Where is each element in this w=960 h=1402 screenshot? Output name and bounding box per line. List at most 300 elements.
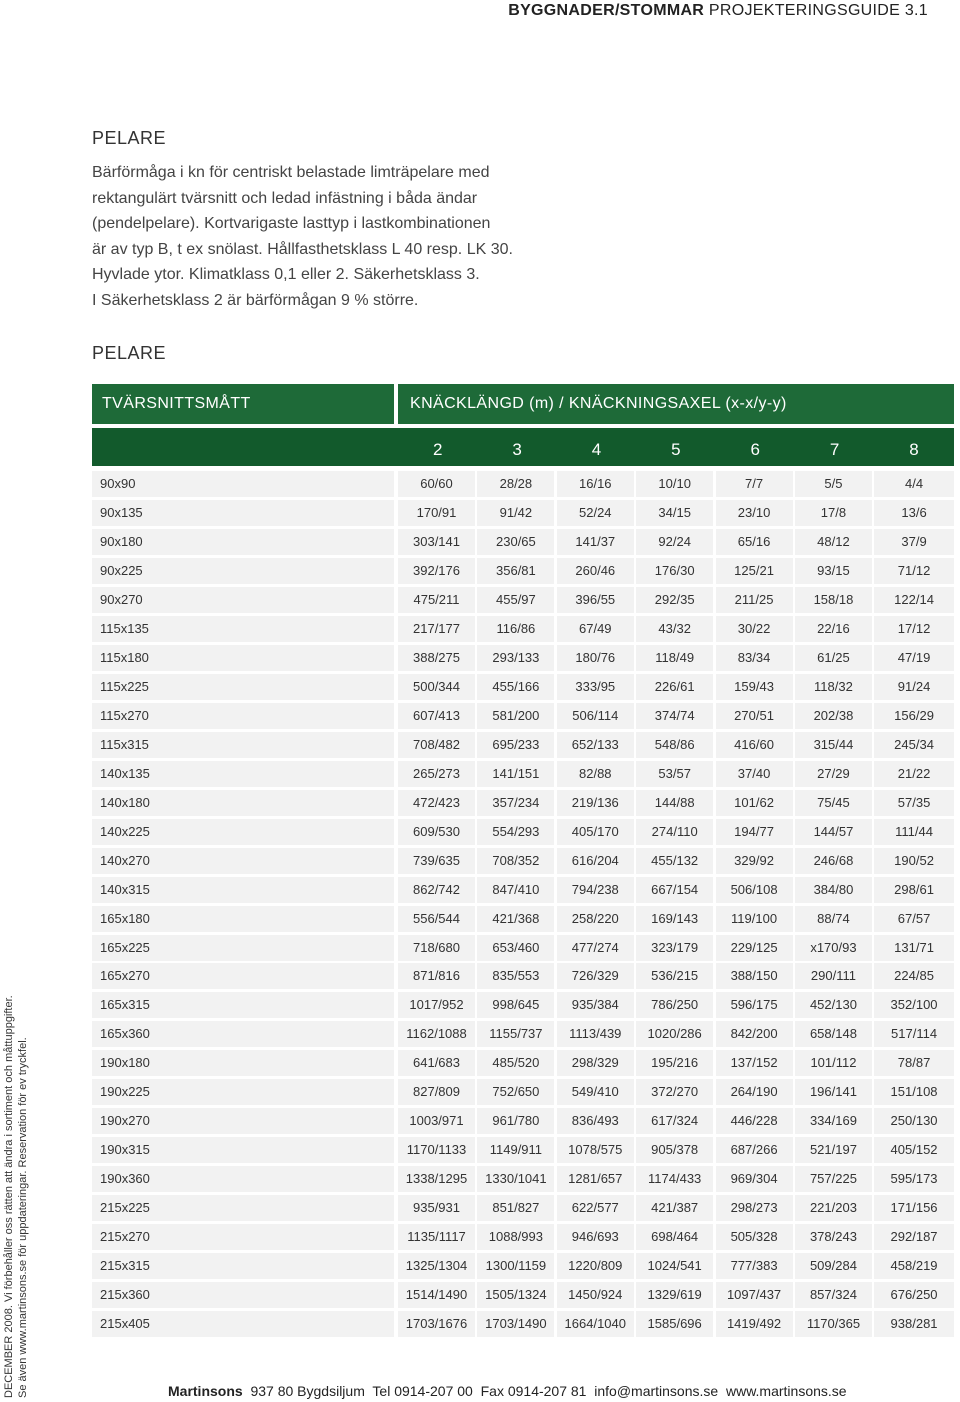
sidebar-note-line1: DECEMBER 2008. Vi förbehåller oss rätten att ändra i sortiment och måttuppgifter. bbox=[3, 995, 15, 1398]
capacity-cell: 658/148 bbox=[795, 1021, 872, 1047]
capacity-cell: 16/16 bbox=[557, 471, 634, 497]
capacity-cell: 329/92 bbox=[716, 848, 793, 874]
capacity-cell: 1135/1117 bbox=[398, 1224, 475, 1250]
capacity-cell: 13/6 bbox=[874, 500, 953, 526]
table-row bbox=[92, 848, 954, 874]
table-row bbox=[92, 761, 954, 787]
capacity-cell: 17/8 bbox=[795, 500, 872, 526]
page-header bbox=[508, 2, 928, 20]
capacity-cell: 1155/737 bbox=[477, 1021, 554, 1047]
capacity-cell: 458/219 bbox=[874, 1253, 953, 1279]
capacity-cell: 374/74 bbox=[636, 703, 713, 729]
table-row bbox=[92, 471, 954, 497]
intro-line: är av typ B, t ex snölast. Hållfasthetsklass L 40 resp. LK 30. bbox=[92, 240, 513, 258]
capacity-cell: 22/16 bbox=[795, 616, 872, 642]
cross-section-cell: 215x405 bbox=[92, 1311, 394, 1337]
capacity-cell: 292/187 bbox=[874, 1224, 953, 1250]
capacity-cell: 708/482 bbox=[398, 732, 475, 758]
capacity-cell: 641/683 bbox=[398, 1050, 475, 1076]
capacity-cell: 485/520 bbox=[477, 1050, 554, 1076]
capacity-cell: 34/15 bbox=[636, 500, 713, 526]
capacity-cell: 581/200 bbox=[477, 703, 554, 729]
capacity-cell: 60/60 bbox=[398, 471, 475, 497]
table-row bbox=[92, 732, 954, 758]
capacity-cell: 687/266 bbox=[716, 1137, 793, 1163]
capacity-cell: 517/114 bbox=[874, 1021, 953, 1047]
intro-line: (pendelpelare). Kortvarigaste lasttyp i lastkombinationen bbox=[92, 215, 491, 233]
capacity-cell: 144/57 bbox=[795, 819, 872, 845]
capacity-cell: 159/43 bbox=[716, 674, 793, 700]
capacity-cell: 274/110 bbox=[636, 819, 713, 845]
capacity-cell: 786/250 bbox=[636, 992, 713, 1018]
capacity-cell: 622/577 bbox=[557, 1195, 634, 1221]
capacity-cell: 1585/696 bbox=[636, 1311, 713, 1337]
capacity-cell: 446/228 bbox=[716, 1108, 793, 1134]
capacity-cell: 905/378 bbox=[636, 1137, 713, 1163]
table-title: PELARE bbox=[92, 343, 167, 363]
cross-section-cell: 140x180 bbox=[92, 790, 394, 816]
capacity-cell: 1505/1324 bbox=[477, 1282, 554, 1308]
table-row bbox=[92, 906, 954, 932]
capacity-cell: 455/97 bbox=[477, 587, 554, 613]
capacity-cell: 250/130 bbox=[874, 1108, 953, 1134]
cross-section-cell: 115x135 bbox=[92, 616, 394, 642]
capacity-cell: 595/173 bbox=[874, 1166, 953, 1192]
capacity-cell: 1419/492 bbox=[716, 1311, 793, 1337]
capacity-cell: 37/40 bbox=[716, 761, 793, 787]
header-guide: PROJEKTERINGSGUIDE 3.1 bbox=[708, 2, 928, 19]
capacity-cell: 352/100 bbox=[874, 992, 953, 1018]
capacity-cell: 452/130 bbox=[795, 992, 872, 1018]
capacity-cell: 1017/952 bbox=[398, 992, 475, 1018]
capacity-cell: 505/328 bbox=[716, 1224, 793, 1250]
capacity-cell: 43/32 bbox=[636, 616, 713, 642]
cross-section-cell: 90x225 bbox=[92, 558, 394, 584]
capacity-cell: 708/352 bbox=[477, 848, 554, 874]
header-category: BYGGNADER/STOMMAR bbox=[508, 2, 705, 19]
capacity-cell: 260/46 bbox=[557, 558, 634, 584]
capacity-cell: x170/93 bbox=[795, 935, 872, 961]
table-row bbox=[92, 558, 954, 584]
table-row bbox=[92, 992, 954, 1018]
cross-section-cell: 165x315 bbox=[92, 992, 394, 1018]
capacity-cell: 298/61 bbox=[874, 877, 953, 903]
capacity-cell: 777/383 bbox=[716, 1253, 793, 1279]
intro-line: I Säkerhetsklass 2 är bärförmågan 9 % större. bbox=[92, 291, 419, 309]
capacity-cell: 847/410 bbox=[477, 877, 554, 903]
footer-tel: Tel 0914-207 00 bbox=[372, 1383, 473, 1399]
capacity-cell: 405/170 bbox=[557, 819, 634, 845]
capacity-cell: 111/44 bbox=[874, 819, 953, 845]
table-row bbox=[92, 587, 954, 613]
cross-section-cell: 115x180 bbox=[92, 645, 394, 671]
capacity-cell: 1024/541 bbox=[636, 1253, 713, 1279]
capacity-cell: 1338/1295 bbox=[398, 1166, 475, 1192]
capacity-cell: 5/5 bbox=[795, 471, 872, 497]
capacity-cell: 726/329 bbox=[557, 963, 634, 989]
capacity-cell: 23/10 bbox=[716, 500, 793, 526]
capacity-cell: 396/55 bbox=[557, 587, 634, 613]
cross-section-cell: 165x360 bbox=[92, 1021, 394, 1047]
capacity-cell: 607/413 bbox=[398, 703, 475, 729]
capacity-cell: 549/410 bbox=[557, 1079, 634, 1105]
capacity-cell: 315/44 bbox=[795, 732, 872, 758]
capacity-cell: 616/204 bbox=[557, 848, 634, 874]
capacity-cell: 794/238 bbox=[557, 877, 634, 903]
intro-line: rektangulärt tvärsnitt och ledad infästning i båda ändar bbox=[92, 189, 478, 207]
capacity-cell: 827/809 bbox=[398, 1079, 475, 1105]
capacity-cell: 57/35 bbox=[874, 790, 953, 816]
capacity-cell: 405/152 bbox=[874, 1137, 953, 1163]
buckling-length-header-row bbox=[92, 428, 954, 466]
capacity-cell: 421/387 bbox=[636, 1195, 713, 1221]
capacity-cell: 472/423 bbox=[398, 790, 475, 816]
capacity-cell: 961/780 bbox=[477, 1108, 554, 1134]
capacity-cell: 190/52 bbox=[874, 848, 953, 874]
capacity-cell: 536/215 bbox=[636, 963, 713, 989]
capacity-cell: 298/329 bbox=[557, 1050, 634, 1076]
capacity-cell: 101/112 bbox=[795, 1050, 872, 1076]
length-header: 8 bbox=[909, 440, 919, 459]
capacity-cell: 144/88 bbox=[636, 790, 713, 816]
capacity-cell: 333/95 bbox=[557, 674, 634, 700]
capacity-cell: 998/645 bbox=[477, 992, 554, 1018]
capacity-cell: 617/324 bbox=[636, 1108, 713, 1134]
capacity-cell: 224/85 bbox=[874, 963, 953, 989]
footer-email[interactable]: info@martinsons.se bbox=[594, 1383, 719, 1399]
capacity-cell: 93/15 bbox=[795, 558, 872, 584]
capacity-cell: 357/234 bbox=[477, 790, 554, 816]
capacity-cell: 857/324 bbox=[795, 1282, 872, 1308]
capacity-cell: 938/281 bbox=[874, 1311, 953, 1337]
capacity-cell: 158/18 bbox=[795, 587, 872, 613]
length-header: 3 bbox=[512, 440, 522, 459]
page-footer bbox=[168, 1383, 847, 1399]
capacity-cell: 116/86 bbox=[477, 616, 554, 642]
intro-text bbox=[92, 160, 542, 314]
table-row bbox=[92, 819, 954, 845]
capacity-cell: 372/270 bbox=[636, 1079, 713, 1105]
intro-title: PELARE bbox=[92, 128, 167, 148]
footer-web[interactable]: www.martinsons.se bbox=[725, 1383, 847, 1399]
capacity-cell: 521/197 bbox=[795, 1137, 872, 1163]
capacity-cell: 1703/1676 bbox=[398, 1311, 475, 1337]
capacity-cell: 91/24 bbox=[874, 674, 953, 700]
cross-section-cell: 190x225 bbox=[92, 1079, 394, 1105]
capacity-cell: 71/12 bbox=[874, 558, 953, 584]
capacity-cell: 131/71 bbox=[874, 935, 953, 961]
table-row bbox=[92, 529, 954, 555]
capacity-cell: 91/42 bbox=[477, 500, 554, 526]
table-body bbox=[92, 471, 954, 1337]
cross-section-cell: 140x315 bbox=[92, 877, 394, 903]
cross-section-cell: 190x180 bbox=[92, 1050, 394, 1076]
cross-section-cell: 90x270 bbox=[92, 587, 394, 613]
cross-section-cell: 190x315 bbox=[92, 1137, 394, 1163]
capacity-cell: 323/179 bbox=[636, 935, 713, 961]
capacity-cell: 298/273 bbox=[716, 1195, 793, 1221]
capacity-cell: 695/233 bbox=[477, 732, 554, 758]
capacity-cell: 61/25 bbox=[795, 645, 872, 671]
footer-company: Martinsons bbox=[168, 1383, 243, 1399]
table-row bbox=[92, 1224, 954, 1250]
capacity-cell: 118/32 bbox=[795, 674, 872, 700]
capacity-cell: 293/133 bbox=[477, 645, 554, 671]
capacity-cell: 122/14 bbox=[874, 587, 953, 613]
capacity-cell: 75/45 bbox=[795, 790, 872, 816]
table-row bbox=[92, 790, 954, 816]
table-row bbox=[92, 935, 954, 961]
capacity-cell: 67/49 bbox=[557, 616, 634, 642]
capacity-cell: 290/111 bbox=[795, 963, 872, 989]
length-header: 5 bbox=[671, 440, 681, 459]
capacity-cell: 245/34 bbox=[874, 732, 953, 758]
capacity-cell: 388/275 bbox=[398, 645, 475, 671]
capacity-cell: 101/62 bbox=[716, 790, 793, 816]
table-row bbox=[92, 963, 954, 989]
capacity-cell: 118/49 bbox=[636, 645, 713, 671]
capacity-cell: 609/530 bbox=[398, 819, 475, 845]
capacity-cell: 548/86 bbox=[636, 732, 713, 758]
capacity-cell: 835/553 bbox=[477, 963, 554, 989]
capacity-cell: 477/274 bbox=[557, 935, 634, 961]
capacity-cell: 384/80 bbox=[795, 877, 872, 903]
capacity-cell: 211/25 bbox=[716, 587, 793, 613]
table-row bbox=[92, 877, 954, 903]
capacity-cell: 258/220 bbox=[557, 906, 634, 932]
capacity-cell: 78/87 bbox=[874, 1050, 953, 1076]
capacity-cell: 4/4 bbox=[874, 471, 953, 497]
capacity-cell: 455/166 bbox=[477, 674, 554, 700]
length-header: 7 bbox=[829, 440, 840, 459]
capacity-cell: 969/304 bbox=[716, 1166, 793, 1192]
capacity-cell: 169/143 bbox=[636, 906, 713, 932]
capacity-cell: 83/34 bbox=[716, 645, 793, 671]
length-header: 6 bbox=[750, 440, 760, 459]
length-header: 4 bbox=[591, 440, 602, 459]
capacity-cell: 718/680 bbox=[398, 935, 475, 961]
table-row bbox=[92, 1311, 954, 1337]
capacity-cell: 53/57 bbox=[636, 761, 713, 787]
capacity-cell: 836/493 bbox=[557, 1108, 634, 1134]
table-row bbox=[92, 1050, 954, 1076]
table-row bbox=[92, 1166, 954, 1192]
capacity-cell: 137/152 bbox=[716, 1050, 793, 1076]
capacity-cell: 652/133 bbox=[557, 732, 634, 758]
capacity-cell: 194/77 bbox=[716, 819, 793, 845]
capacity-cell: 1300/1159 bbox=[477, 1253, 554, 1279]
capacity-cell: 509/284 bbox=[795, 1253, 872, 1279]
capacity-cell: 1170/365 bbox=[795, 1311, 872, 1337]
capacity-cell: 455/132 bbox=[636, 848, 713, 874]
capacity-cell: 1220/809 bbox=[557, 1253, 634, 1279]
capacity-cell: 1330/1041 bbox=[477, 1166, 554, 1192]
table-row bbox=[92, 500, 954, 526]
cross-section-cell: 190x360 bbox=[92, 1166, 394, 1192]
capacity-cell: 119/100 bbox=[716, 906, 793, 932]
capacity-cell: 862/742 bbox=[398, 877, 475, 903]
table-row bbox=[92, 645, 954, 671]
capacity-cell: 506/108 bbox=[716, 877, 793, 903]
capacity-cell: 217/177 bbox=[398, 616, 475, 642]
capacity-cell: 65/16 bbox=[716, 529, 793, 555]
capacity-cell: 1450/924 bbox=[557, 1282, 634, 1308]
capacity-cell: 946/693 bbox=[557, 1224, 634, 1250]
capacity-cell: 28/28 bbox=[477, 471, 554, 497]
capacity-cell: 334/169 bbox=[795, 1108, 872, 1134]
capacity-cell: 303/141 bbox=[398, 529, 475, 555]
capacity-cell: 82/88 bbox=[557, 761, 634, 787]
capacity-cell: 698/464 bbox=[636, 1224, 713, 1250]
cross-section-cell: 215x360 bbox=[92, 1282, 394, 1308]
cross-section-cell: 165x270 bbox=[92, 963, 394, 989]
cross-section-cell: 215x315 bbox=[92, 1253, 394, 1279]
capacity-cell: 416/60 bbox=[716, 732, 793, 758]
capacity-cell: 180/76 bbox=[557, 645, 634, 671]
capacity-cell: 151/108 bbox=[874, 1079, 953, 1105]
table-header-row bbox=[92, 384, 954, 424]
capacity-cell: 270/51 bbox=[716, 703, 793, 729]
capacity-cell: 506/114 bbox=[557, 703, 634, 729]
capacity-cell: 219/136 bbox=[557, 790, 634, 816]
capacity-cell: 596/175 bbox=[716, 992, 793, 1018]
table-row bbox=[92, 1079, 954, 1105]
capacity-cell: 226/61 bbox=[636, 674, 713, 700]
capacity-cell: 1097/437 bbox=[716, 1282, 793, 1308]
capacity-cell: 935/384 bbox=[557, 992, 634, 1018]
capacity-cell: 935/931 bbox=[398, 1195, 475, 1221]
col-header-cross-section: TVÄRSNITTSMÅTT bbox=[92, 384, 394, 424]
intro-line: Bärförmåga i kn för centriskt belastade limträpelare med bbox=[92, 164, 490, 181]
cross-section-cell: 90x90 bbox=[92, 471, 394, 497]
capacity-cell: 1170/1133 bbox=[398, 1137, 475, 1163]
table-row bbox=[92, 1021, 954, 1047]
capacity-cell: 1078/575 bbox=[557, 1137, 634, 1163]
capacity-cell: 196/141 bbox=[795, 1079, 872, 1105]
capacity-cell: 221/203 bbox=[795, 1195, 872, 1221]
capacity-cell: 230/65 bbox=[477, 529, 554, 555]
cross-section-cell: 215x225 bbox=[92, 1195, 394, 1221]
capacity-cell: 1664/1040 bbox=[557, 1311, 634, 1337]
sidebar-note bbox=[2, 995, 30, 1398]
table-row bbox=[92, 616, 954, 642]
capacity-cell: 141/37 bbox=[557, 529, 634, 555]
col-header-buckling-length: KNÄCKLÄNGD (m) / KNÄCKNINGSAXEL (x-x/y-y) bbox=[398, 384, 954, 424]
capacity-cell: 141/151 bbox=[477, 761, 554, 787]
cross-section-cell: 90x180 bbox=[92, 529, 394, 555]
length-header: 2 bbox=[432, 440, 443, 459]
capacity-cell: 1149/911 bbox=[477, 1137, 554, 1163]
capacity-cell: 170/91 bbox=[398, 500, 475, 526]
capacity-cell: 67/57 bbox=[874, 906, 953, 932]
capacity-cell: 653/460 bbox=[477, 935, 554, 961]
capacity-table bbox=[92, 384, 954, 1340]
intro-line: Hyvlade ytor. Klimatklass 0,1 eller 2. Säkerhetsklass 3. bbox=[92, 266, 480, 284]
cross-section-cell: 140x135 bbox=[92, 761, 394, 787]
capacity-cell: 1703/1490 bbox=[477, 1311, 554, 1337]
capacity-cell: 842/200 bbox=[716, 1021, 793, 1047]
capacity-cell: 202/38 bbox=[795, 703, 872, 729]
cross-section-cell: 165x180 bbox=[92, 906, 394, 932]
capacity-cell: 7/7 bbox=[716, 471, 793, 497]
capacity-cell: 556/544 bbox=[398, 906, 475, 932]
table-row bbox=[92, 1282, 954, 1308]
capacity-cell: 851/827 bbox=[477, 1195, 554, 1221]
table-row bbox=[92, 1108, 954, 1134]
capacity-cell: 667/154 bbox=[636, 877, 713, 903]
cross-section-cell: 115x270 bbox=[92, 703, 394, 729]
table-row bbox=[92, 1137, 954, 1163]
capacity-cell: 229/125 bbox=[716, 935, 793, 961]
capacity-cell: 500/344 bbox=[398, 674, 475, 700]
cross-section-cell: 165x225 bbox=[92, 935, 394, 961]
cross-section-cell: 140x225 bbox=[92, 819, 394, 845]
sidebar-note-line2: Se även www.martinsons.se för uppdateringar. Reservation för ev tryckfel. bbox=[17, 1037, 29, 1398]
cross-section-cell: 140x270 bbox=[92, 848, 394, 874]
table-row bbox=[92, 1253, 954, 1279]
capacity-cell: 246/68 bbox=[795, 848, 872, 874]
footer-address: 937 80 Bygdsiljum bbox=[250, 1383, 365, 1399]
capacity-cell: 1174/433 bbox=[636, 1166, 713, 1192]
capacity-cell: 676/250 bbox=[874, 1282, 953, 1308]
capacity-cell: 171/156 bbox=[874, 1195, 953, 1221]
capacity-cell: 871/816 bbox=[398, 963, 475, 989]
capacity-cell: 88/74 bbox=[795, 906, 872, 932]
capacity-cell: 378/243 bbox=[795, 1224, 872, 1250]
capacity-cell: 421/368 bbox=[477, 906, 554, 932]
capacity-cell: 1088/993 bbox=[477, 1224, 554, 1250]
capacity-cell: 17/12 bbox=[874, 616, 953, 642]
table-row bbox=[92, 703, 954, 729]
capacity-cell: 37/9 bbox=[874, 529, 953, 555]
capacity-cell: 554/293 bbox=[477, 819, 554, 845]
capacity-cell: 1281/657 bbox=[557, 1166, 634, 1192]
cross-section-cell: 90x135 bbox=[92, 500, 394, 526]
capacity-cell: 92/24 bbox=[636, 529, 713, 555]
capacity-cell: 392/176 bbox=[398, 558, 475, 584]
capacity-cell: 388/150 bbox=[716, 963, 793, 989]
footer-fax: Fax 0914-207 81 bbox=[480, 1383, 587, 1399]
capacity-cell: 356/81 bbox=[477, 558, 554, 584]
capacity-cell: 48/12 bbox=[795, 529, 872, 555]
capacity-cell: 1113/439 bbox=[557, 1021, 634, 1047]
cross-section-cell: 215x270 bbox=[92, 1224, 394, 1250]
capacity-cell: 30/22 bbox=[716, 616, 793, 642]
table-row bbox=[92, 1195, 954, 1221]
capacity-cell: 52/24 bbox=[557, 500, 634, 526]
capacity-cell: 265/273 bbox=[398, 761, 475, 787]
capacity-cell: 10/10 bbox=[636, 471, 713, 497]
capacity-cell: 475/211 bbox=[398, 587, 475, 613]
capacity-cell: 1020/286 bbox=[636, 1021, 713, 1047]
capacity-cell: 739/635 bbox=[398, 848, 475, 874]
cross-section-cell: 190x270 bbox=[92, 1108, 394, 1134]
capacity-cell: 1325/1304 bbox=[398, 1253, 475, 1279]
cross-section-cell: 115x315 bbox=[92, 732, 394, 758]
table-row bbox=[92, 674, 954, 700]
capacity-cell: 195/216 bbox=[636, 1050, 713, 1076]
cross-section-cell: 115x225 bbox=[92, 674, 394, 700]
capacity-cell: 292/35 bbox=[636, 587, 713, 613]
capacity-cell: 21/22 bbox=[874, 761, 953, 787]
capacity-cell: 757/225 bbox=[795, 1166, 872, 1192]
capacity-cell: 1514/1490 bbox=[398, 1282, 475, 1308]
capacity-cell: 264/190 bbox=[716, 1079, 793, 1105]
capacity-cell: 125/21 bbox=[716, 558, 793, 584]
capacity-cell: 1162/1088 bbox=[398, 1021, 475, 1047]
capacity-cell: 752/650 bbox=[477, 1079, 554, 1105]
capacity-cell: 176/30 bbox=[636, 558, 713, 584]
